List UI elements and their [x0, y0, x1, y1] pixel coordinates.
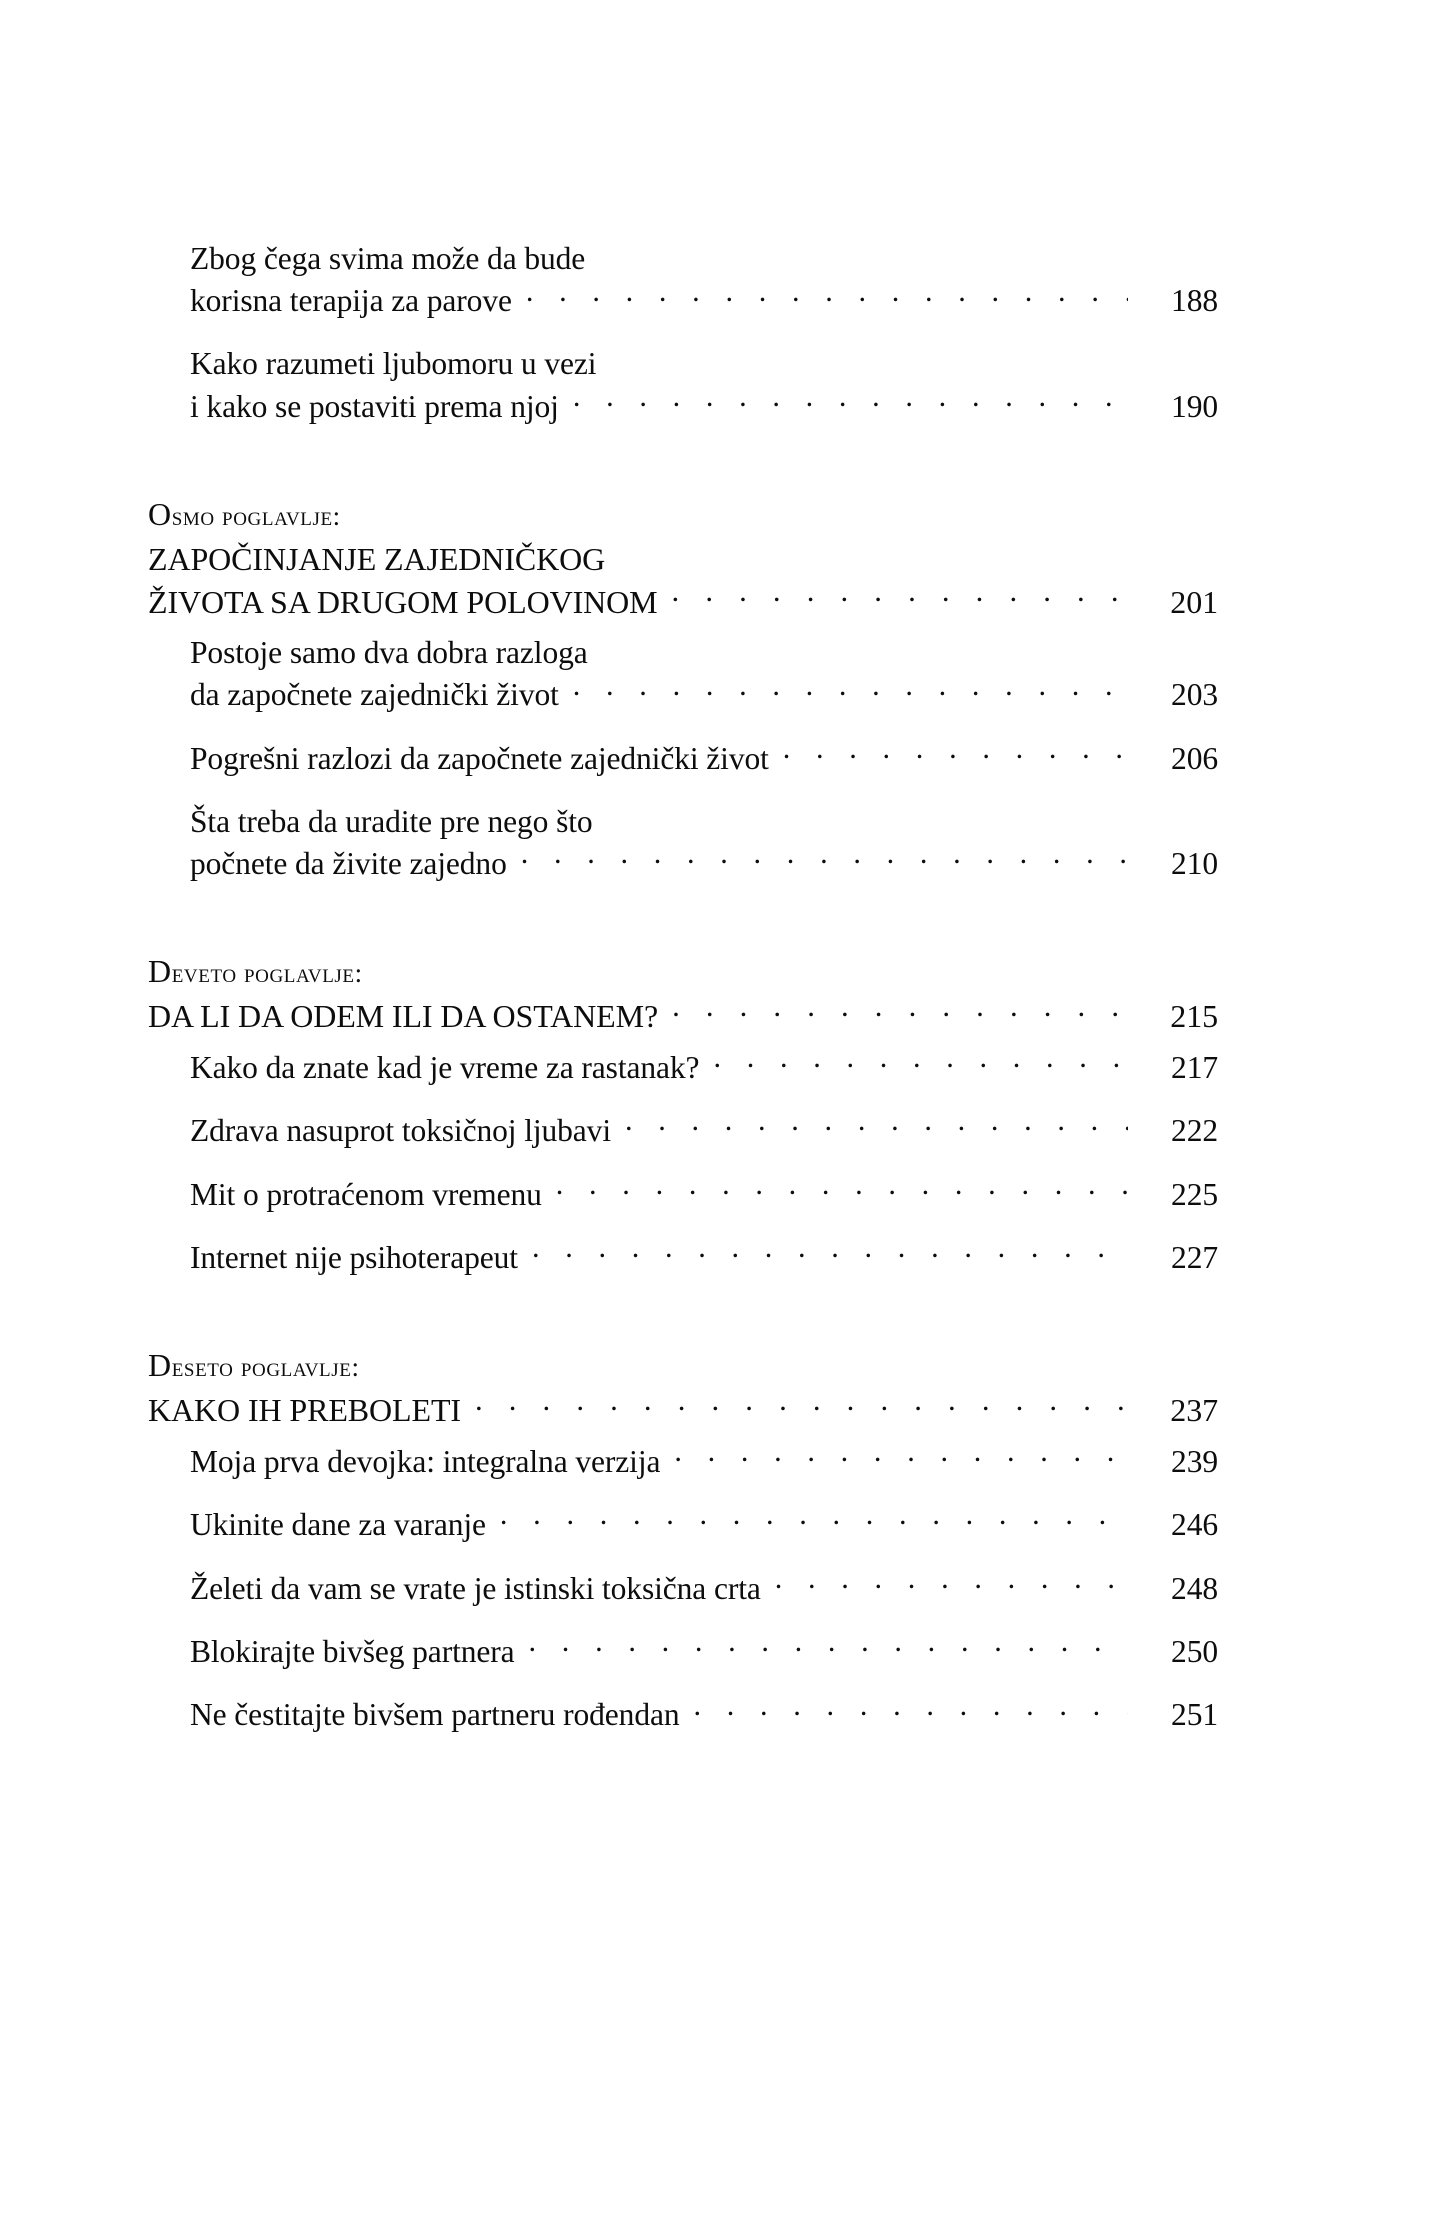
chapter-kicker-initial: D: [148, 952, 172, 989]
toc-entry[interactable]: [190, 801, 1218, 885]
chapter-kicker-initial: O: [148, 495, 172, 532]
toc-entry[interactable]: [190, 1504, 1218, 1546]
toc-entry-text: počnete da živite zajedno: [190, 845, 507, 881]
toc-entry-text: Internet nije psihoterapeut: [190, 1240, 518, 1275]
toc-entry[interactable]: [190, 1631, 1218, 1673]
toc-entry-text: Zdrava nasuprot toksičnoj ljubavi: [190, 1113, 611, 1149]
page-number: 251: [1171, 1697, 1218, 1733]
page-number: 217: [1171, 1049, 1218, 1085]
toc-entry[interactable]: [190, 1046, 1218, 1088]
dot-leader: [672, 581, 1128, 613]
toc-entry-text: i kako se postaviti prema njoj: [190, 388, 559, 424]
page-number: 248: [1171, 1570, 1218, 1606]
toc-entry-text: Kako razumeti ljubomoru u vezi: [190, 346, 597, 382]
toc-entry-text: Kako da znate kad je vreme za rastanak?: [190, 1049, 700, 1085]
chapter-title: [148, 538, 1218, 624]
dot-leader: [526, 280, 1128, 312]
toc-chapter[interactable]: [148, 1345, 1218, 1736]
table-of-contents: [148, 238, 1218, 1762]
toc-entry-text: Želeti da vam se vrate je istinski toksična crta: [190, 1570, 761, 1606]
toc-leader-row: [190, 1631, 1218, 1673]
toc-entry-text: da započnete zajednički život: [190, 677, 559, 713]
dot-leader: [674, 1440, 1128, 1472]
toc-leader-row: [190, 1046, 1218, 1088]
toc-entry[interactable]: [190, 343, 1218, 427]
toc-entry-text: Zbog čega svima može da bude: [190, 241, 586, 276]
toc-leader-row: [190, 1694, 1218, 1736]
dot-leader: [475, 1389, 1128, 1421]
toc-entry-text: Mit o protraćenom vremenu: [190, 1176, 542, 1212]
toc-entry-text: DA LI DA ODEM ILI DA OSTANEM?: [148, 998, 659, 1035]
chapter-kicker-rest: eseto poglavlje:: [171, 1351, 360, 1382]
toc-leader-row: [148, 581, 1218, 624]
toc-entry[interactable]: [190, 1694, 1218, 1736]
toc-entry-text: korisna terapija za parove: [190, 283, 512, 319]
dot-leader: [573, 674, 1128, 706]
dot-leader: [532, 1237, 1128, 1269]
toc-leader-row: [148, 995, 1218, 1038]
toc-entry[interactable]: [190, 1110, 1218, 1152]
toc-entry[interactable]: [190, 1440, 1218, 1482]
chapter-kicker: [148, 1345, 1218, 1387]
chapter-kicker: [148, 951, 1218, 993]
dot-leader: [556, 1173, 1128, 1205]
page-number: 237: [1170, 1392, 1218, 1429]
page-number: 203: [1171, 677, 1218, 713]
page-number: 206: [1171, 740, 1218, 776]
toc-entry-text: ZAPOČINJANJE ZAJEDNIČKOG: [148, 541, 606, 578]
chapter-entries: [148, 632, 1218, 885]
toc-chapter[interactable]: [148, 951, 1218, 1279]
toc-leader-row: [190, 1504, 1218, 1546]
toc-leader-row: [190, 280, 1218, 322]
dot-leader: [500, 1504, 1128, 1536]
toc-entry-text: Postoje samo dva dobra razloga: [190, 634, 588, 670]
toc-leader-row: [190, 842, 1218, 884]
toc-entry-text: Ukinite dane za varanje: [190, 1507, 486, 1543]
page-number: 250: [1171, 1634, 1218, 1670]
chapter-title: [148, 1389, 1218, 1432]
toc-entry-text: Blokirajte bivšeg partnera: [190, 1634, 515, 1670]
page-number: 225: [1171, 1176, 1218, 1212]
page-number: 239: [1171, 1443, 1218, 1479]
toc-leader-row: [190, 385, 1218, 427]
chapter-entries: [148, 1440, 1218, 1736]
page-number: 190: [1171, 388, 1218, 424]
toc-entry-text: Pogrešni razlozi da započnete zajednički život: [190, 740, 769, 776]
toc-entry-text: Ne čestitajte bivšem partneru rođendan: [190, 1697, 680, 1733]
dot-leader: [694, 1694, 1128, 1726]
toc-chapter[interactable]: [148, 494, 1218, 885]
toc-entry-text: KAKO IH PREBOLETI: [148, 1392, 461, 1429]
toc-entry[interactable]: [190, 1567, 1218, 1609]
page-number: 201: [1170, 584, 1218, 621]
page-number: 227: [1171, 1240, 1218, 1275]
toc-leader-row: [190, 737, 1218, 779]
dot-leader: [713, 1046, 1128, 1078]
toc-entry[interactable]: [190, 737, 1218, 779]
toc-leader-row: [190, 1173, 1218, 1215]
page-number: 188: [1171, 283, 1218, 319]
toc-leader-row: [190, 1237, 1218, 1279]
dot-leader: [625, 1110, 1128, 1142]
chapter-kicker-rest: smo poglavlje:: [171, 500, 341, 531]
toc-leader-row: [190, 1440, 1218, 1482]
dot-leader: [672, 995, 1128, 1027]
chapter-entries: [148, 1046, 1218, 1279]
toc-entry-text: ŽIVOTA SA DRUGOM POLOVINOM: [148, 584, 658, 621]
chapter-title: [148, 995, 1218, 1038]
toc-leader-row: [190, 1110, 1218, 1152]
toc-leader-row: [148, 1389, 1218, 1432]
toc-entry-text: Moja prva devojka: integralna verzija: [190, 1443, 661, 1479]
toc-entry[interactable]: [190, 1173, 1218, 1215]
toc-entry[interactable]: [190, 1237, 1218, 1279]
toc-entry[interactable]: [190, 238, 1218, 322]
toc-entry-text: Šta treba da uradite pre nego što: [190, 803, 593, 839]
dot-leader: [783, 737, 1128, 769]
page-number: 246: [1171, 1507, 1218, 1543]
chapter-kicker-rest: eveto poglavlje:: [171, 957, 363, 988]
page-number: 215: [1170, 998, 1218, 1035]
dot-leader: [521, 842, 1128, 874]
dot-leader: [775, 1567, 1128, 1599]
toc-entry[interactable]: [190, 632, 1218, 716]
dot-leader: [529, 1631, 1128, 1663]
toc-leader-row: [190, 674, 1218, 716]
dot-leader: [573, 385, 1128, 417]
toc-leader-row: [190, 1567, 1218, 1609]
chapter-kicker-initial: D: [148, 1346, 172, 1383]
page-number: 210: [1171, 845, 1218, 881]
chapter-kicker: [148, 494, 1218, 536]
page-number: 222: [1171, 1113, 1218, 1149]
